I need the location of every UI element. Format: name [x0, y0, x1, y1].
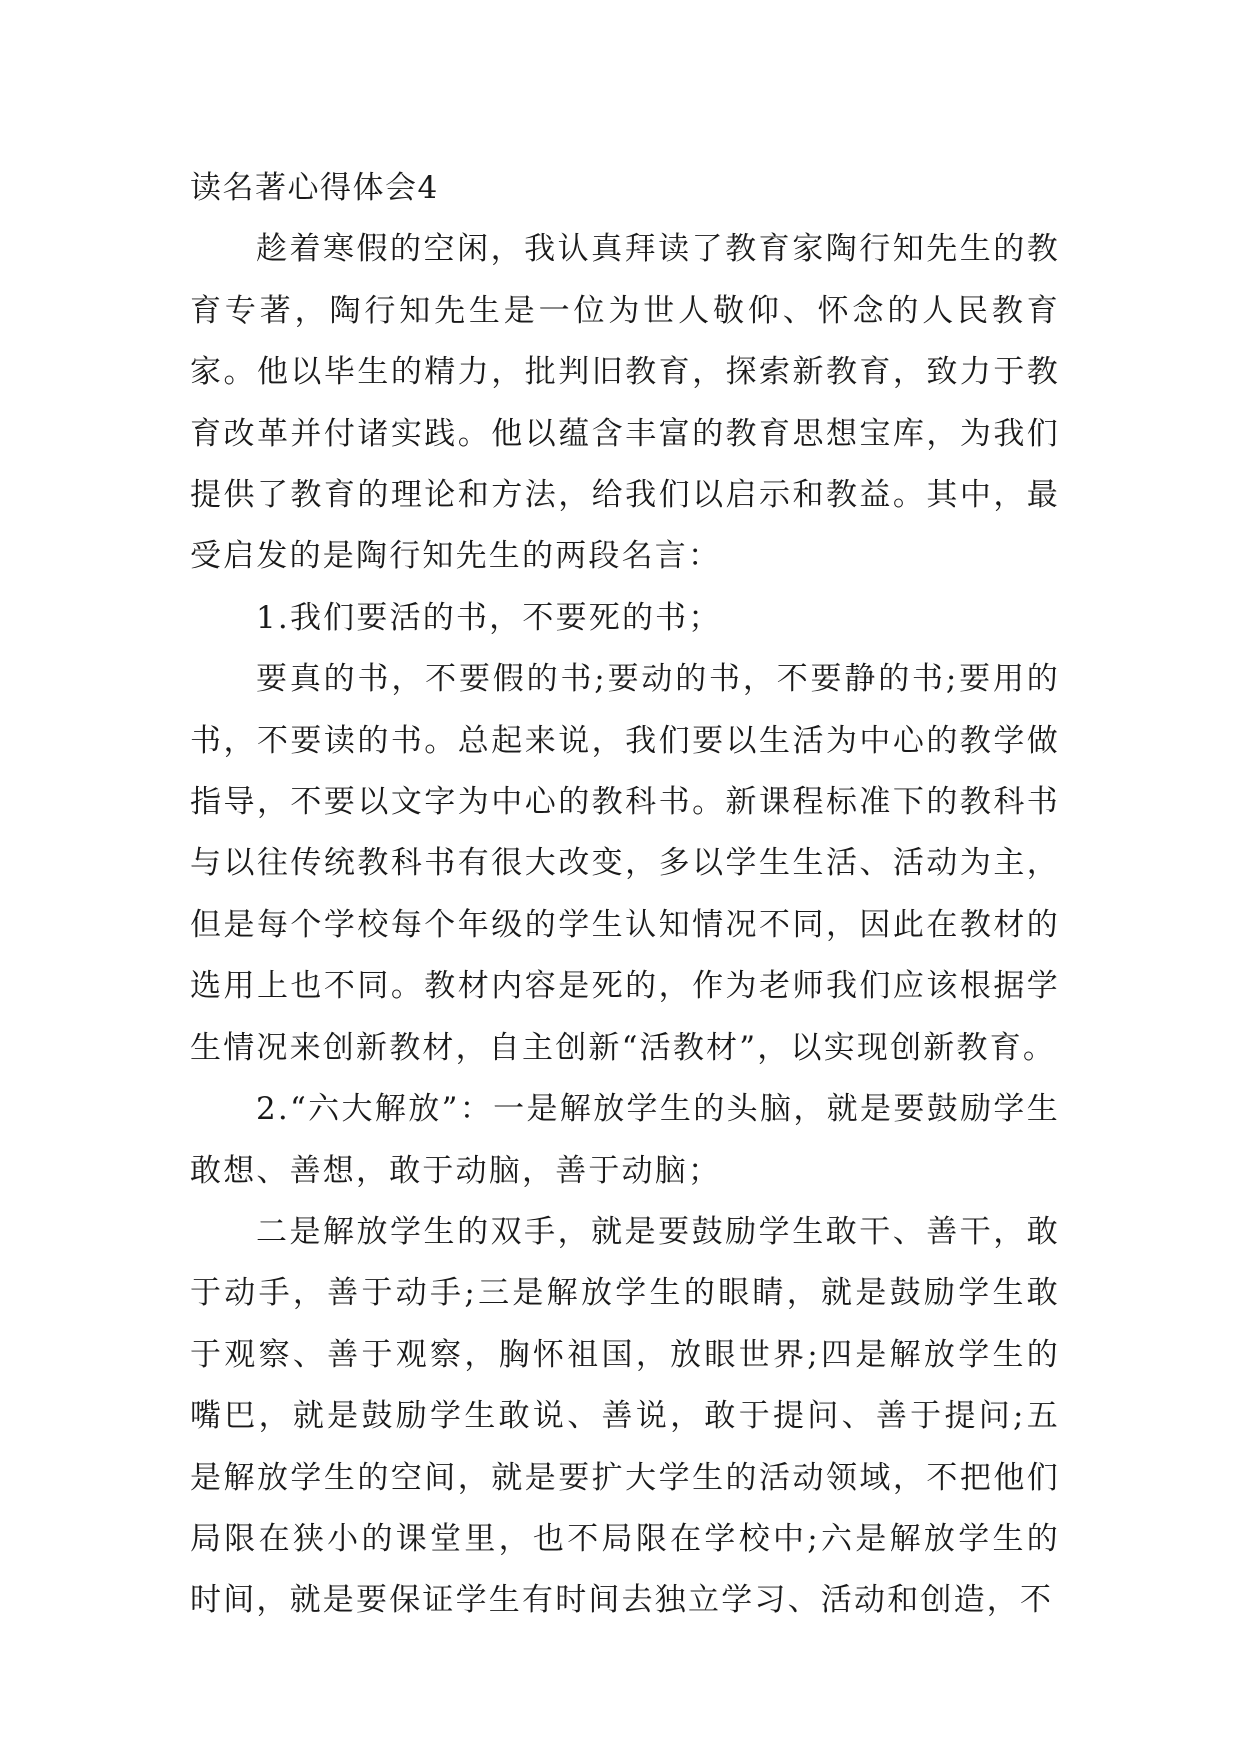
document-title: 读名著心得体会4 — [190, 170, 439, 206]
paragraph-living-books: 要真的书，不要假的书;要动的书，不要静的书;要用的书，不要读的书。总起来说，我们要以生活为中心的教学做指导，不要以文字为中心的教科书。新课程标准下的教科书与以往传统教科书有很大改变，多以学生生活、活动为主，但是每个学校每个年级的学生认知情况不同，因此在教材的选用上也不同。教材内容是死的，作为老师我们应该根据学生情况来创新教材，自主创新“活教材”，以实现创新教育。 — [190, 661, 1060, 1066]
paragraph-intro: 趁着寒假的空闲，我认真拜读了教育家陶行知先生的教育专著，陶行知先生是一位为世人敬仰、怀念的人民教育家。他以毕生的精力，批判旧教育，探索新教育，致力于教育改革并付诸实践。他以蕴含丰富的教育思想宝库，为我们提供了教育的理论和方法，给我们以启示和教益。其中，最受启发的是陶行知先生的两段名言： — [190, 231, 1060, 575]
paragraph-six-liberations: 2.“六大解放”：一是解放学生的头脑，就是要鼓励学生敢想、善想，敢于动脑，善于动脑； — [190, 1091, 1060, 1189]
paragraph-quote-1: 1.我们要活的书，不要死的书； — [256, 599, 722, 636]
document-body — [190, 158, 1060, 1632]
paragraph-liberations-detail: 二是解放学生的双手，就是要鼓励学生敢干、善干，敢于动手，善于动手;三是解放学生的眼睛，就是鼓励学生敢于观察、善于观察，胸怀祖国，放眼世界;四是解放学生的嘴巴，就是鼓励学生敢说、善说，敢于提问、善于提问;五是解放学生的空间，就是要扩大学生的活动领域，不把他们局限在狭小的课堂里，也不局限在学校中;六是解放学生的时间，就是要保证学生有时间去独立学习、活动和创造，不 — [190, 1213, 1060, 1619]
